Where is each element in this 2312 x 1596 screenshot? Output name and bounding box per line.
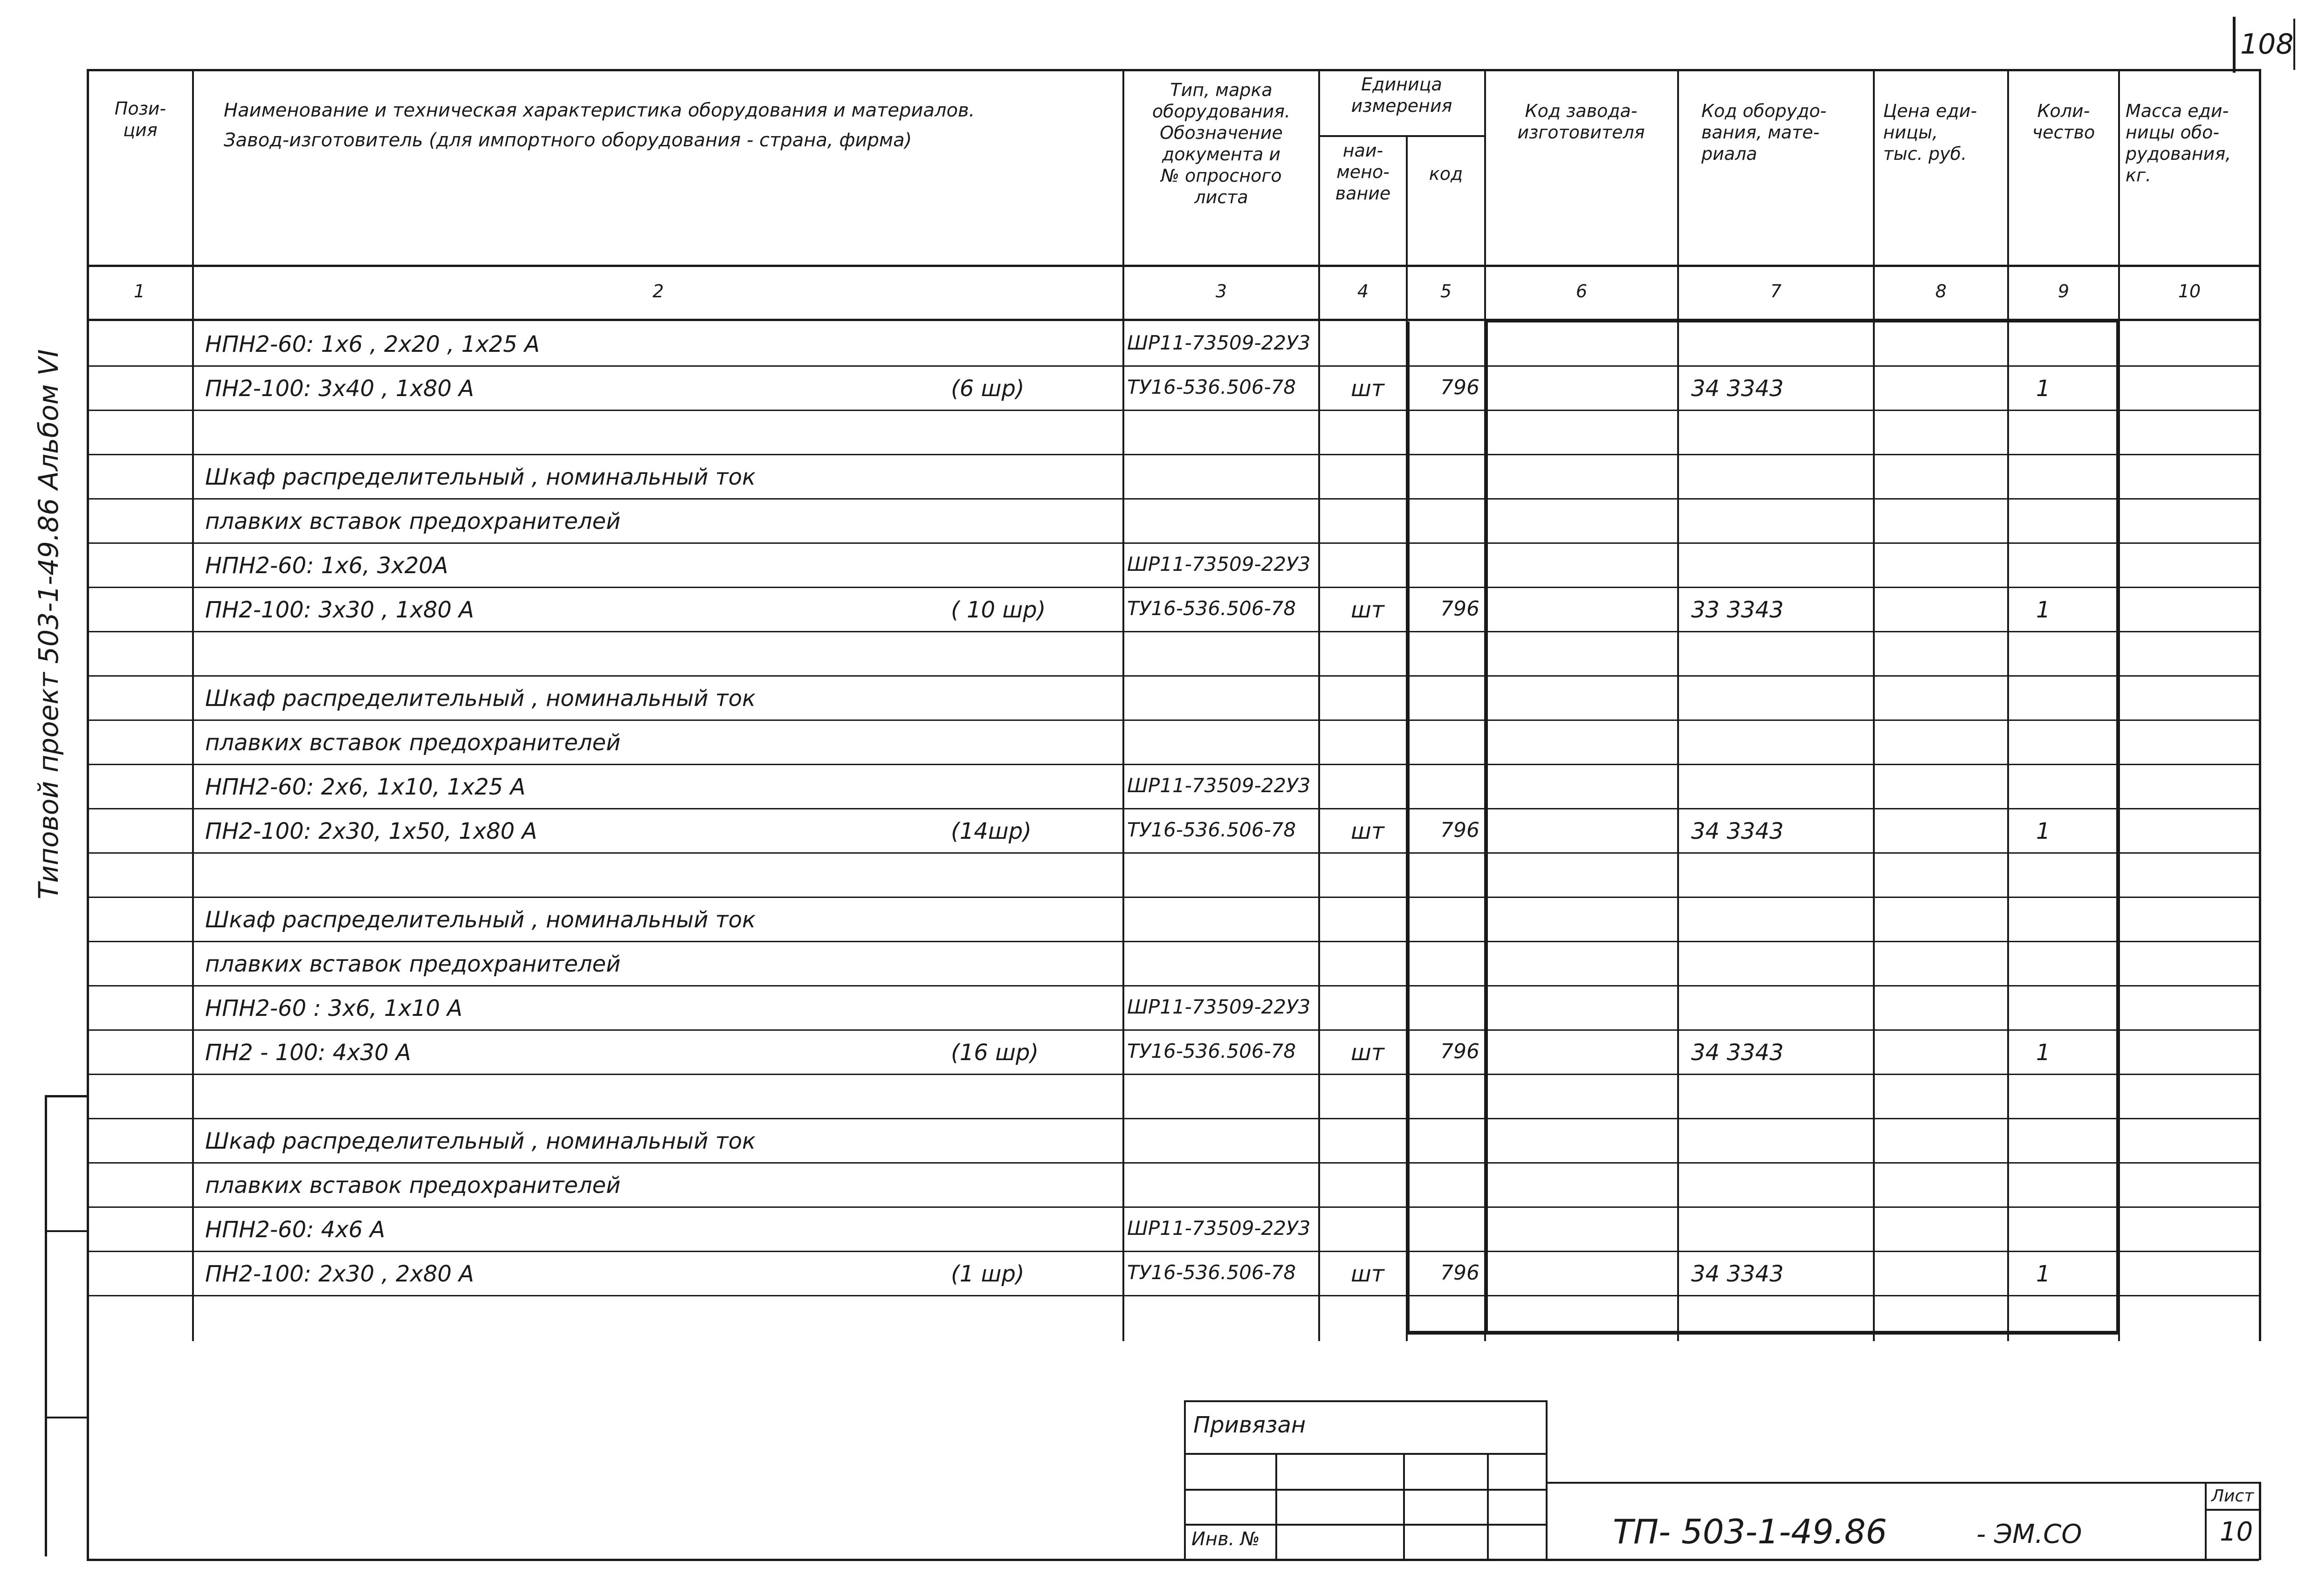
page-number: 108 [2240, 28, 2294, 61]
col-bold-9 [2116, 322, 2120, 1333]
header-col2: Наименование и техническая характеристика оборудования и материалов. Завод-изготовитель (для импортного оборудования - страна, фирма) [224, 100, 975, 151]
header-col3: Тип, марка оборудования. Обозначение документа и № опросного листа [1152, 80, 1291, 207]
row-line [87, 410, 2259, 411]
row-line [87, 1029, 2259, 1031]
colnum-bottom [87, 319, 2259, 321]
col-sep-8 [2007, 69, 2009, 1341]
row-cabinet-note: (16 шр) [951, 1040, 1039, 1066]
row-line [87, 1118, 2259, 1119]
stamp-sheet-number: 10 [2220, 1517, 2253, 1547]
header-col5: код [1429, 164, 1463, 184]
row-name: ПН2-100: 2х30 , 2х80 А [205, 1261, 475, 1287]
frame-right [2259, 69, 2261, 1341]
row-line [87, 542, 2259, 544]
row-cabinet-note: (1 шр) [951, 1261, 1025, 1287]
row-line [87, 1162, 2259, 1164]
row-type-doc: ТУ16-536.506-78 [1127, 376, 1296, 398]
row-name: ПН2 - 100: 4х30 А [205, 1040, 411, 1066]
row-line [87, 985, 2259, 986]
bold-bottom-grp [1406, 1331, 2120, 1335]
col-sep-6 [1677, 69, 1679, 1341]
tb-r3 [1184, 1524, 1548, 1526]
row-line [87, 719, 2259, 721]
header-unit-group: Единица измерения [1351, 74, 1452, 116]
row-line [87, 897, 2259, 898]
row-line [87, 1251, 2259, 1252]
colnum-4: 4 [1357, 281, 1369, 301]
row-line [87, 808, 2259, 809]
colnum-8: 8 [1935, 281, 1947, 301]
col-sep-7 [1873, 69, 1875, 1341]
tb-left [1184, 1400, 1186, 1559]
tb-sheet-left [2205, 1482, 2207, 1560]
left-strip-low [45, 1417, 87, 1418]
row-name: ПН2-100: 3х40 , 1х80 А [205, 376, 475, 402]
row-type-doc: ТУ16-536.506-78 [1127, 1040, 1296, 1062]
left-strip-inner [45, 1095, 47, 1556]
row-line [87, 1295, 2259, 1296]
row-type-doc: ШР11-73509-22У3 [1127, 995, 1311, 1018]
tb-r2 [1184, 1489, 1548, 1491]
row-name: НПН2-60: 4х6 А [205, 1217, 385, 1243]
row-line [87, 764, 2259, 765]
tb-main-top [1546, 1482, 2259, 1484]
colnum-9: 9 [2057, 281, 2070, 301]
tb-sheet-split [2205, 1509, 2259, 1511]
row-name: НПН2-60: 1х6 , 2х20 , 1х25 А [205, 331, 540, 357]
colnum-7: 7 [1770, 281, 1782, 301]
row-type-doc: ШР11-73509-22У3 [1127, 331, 1311, 354]
tb-v1 [1275, 1453, 1277, 1559]
header-col6: Код завода- изготовителя [1517, 101, 1645, 143]
row-type-doc: ШР11-73509-22У3 [1127, 774, 1311, 797]
row-name: НПН2-60: 2х6, 1х10, 1х25 А [205, 774, 526, 800]
row-unit-code: 796 [1440, 597, 1479, 621]
row-quantity: 1 [2036, 1261, 2051, 1287]
row-equipment-code: 33 3343 [1691, 597, 1784, 623]
row-name: плавких вставок предохранителей [205, 730, 621, 756]
row-type-doc: ТУ16-536.506-78 [1127, 1261, 1296, 1284]
row-line [87, 587, 2259, 588]
colnum-6: 6 [1576, 281, 1588, 301]
row-name: плавких вставок предохранителей [205, 951, 621, 977]
stamp-sheet-label: Лист [2211, 1486, 2254, 1506]
header-col1: Пози- ция [114, 98, 166, 140]
row-equipment-code: 34 3343 [1691, 376, 1784, 402]
row-name: ПН2-100: 2х30, 1х50, 1х80 А [205, 818, 537, 844]
header-bottom [87, 265, 2259, 267]
stamp-privyazan: Привязан [1193, 1412, 1306, 1438]
row-type-doc: ТУ16-536.506-78 [1127, 818, 1296, 841]
row-quantity: 1 [2036, 376, 2051, 402]
left-strip-mid [45, 1230, 87, 1232]
row-line [87, 675, 2259, 677]
frame-top [87, 69, 2259, 71]
row-quantity: 1 [2036, 818, 2051, 844]
row-line [87, 454, 2259, 455]
stamp-suffix: - ЭМ.СО [1976, 1519, 2082, 1549]
row-type-doc: ТУ16-536.506-78 [1127, 597, 1296, 620]
row-unit-code: 796 [1440, 818, 1479, 842]
unit-group-split [1318, 135, 1486, 137]
tb-v3 [1487, 1453, 1489, 1559]
row-name: ПН2-100: 3х30 , 1х80 А [205, 597, 475, 623]
row-unit-code: 796 [1440, 1261, 1479, 1285]
colnum-1: 1 [133, 281, 145, 301]
row-name: Шкаф распределительный , номинальный ток [205, 685, 756, 712]
row-unit: шт [1351, 376, 1384, 402]
row-type-doc: ШР11-73509-22У3 [1127, 553, 1311, 575]
col-sep-2 [1122, 69, 1124, 1341]
row-name: Шкаф распределительный , номинальный ток [205, 464, 756, 490]
stamp-inv: Инв. № [1191, 1528, 1260, 1550]
row-equipment-code: 34 3343 [1691, 818, 1784, 844]
row-line [87, 365, 2259, 367]
row-quantity: 1 [2036, 597, 2051, 623]
tb-v2 [1403, 1453, 1405, 1559]
page-number-box-right [2293, 19, 2295, 70]
row-cabinet-note: (14шр) [951, 818, 1032, 844]
row-name: НПН2-60: 1х6, 3х20А [205, 553, 448, 579]
tb-top [1184, 1400, 1548, 1402]
row-line [87, 498, 2259, 500]
col-sep-1 [192, 69, 194, 1341]
row-unit: шт [1351, 1261, 1384, 1287]
frame-bottom [87, 1559, 2259, 1561]
row-cabinet-note: ( 10 шр) [951, 597, 1046, 623]
row-quantity: 1 [2036, 1040, 2051, 1066]
row-line [87, 1206, 2259, 1208]
stamp-doc-code: ТП- 503-1-49.86 [1613, 1512, 1887, 1551]
tb-r1 [1184, 1453, 1548, 1455]
row-equipment-code: 34 3343 [1691, 1261, 1784, 1287]
header-col9: Коли- чество [2032, 101, 2095, 143]
col-bold-5b [1484, 322, 1488, 1333]
row-type-doc: ШР11-73509-22У3 [1127, 1217, 1311, 1240]
row-name: НПН2-60 : 3х6, 1х10 А [205, 995, 463, 1021]
header-col4: наи- мено- вание [1335, 140, 1391, 204]
row-equipment-code: 34 3343 [1691, 1040, 1784, 1066]
row-name: Шкаф распределительный , номинальный ток [205, 907, 756, 933]
row-name: плавких вставок предохранителей [205, 1172, 621, 1199]
row-unit-code: 796 [1440, 376, 1479, 399]
side-caption: Типовой проект 503-1-49.86 Альбом VI [33, 349, 64, 899]
tb-v4 [1546, 1400, 1548, 1559]
col-bold-5a [1406, 322, 1410, 1333]
left-strip-top [45, 1095, 87, 1097]
row-unit-code: 796 [1440, 1040, 1479, 1063]
row-unit: шт [1351, 818, 1384, 844]
colnum-10: 10 [2178, 281, 2201, 301]
row-line [87, 631, 2259, 632]
row-line [87, 941, 2259, 942]
row-line [87, 1074, 2259, 1075]
header-col10: Масса еди- ницы обо- рудования, кг. [2126, 101, 2231, 185]
row-line [87, 852, 2259, 854]
colnum-3: 3 [1215, 281, 1227, 301]
row-cabinet-note: (6 шр) [951, 376, 1025, 402]
header-col8: Цена еди- ницы, тыс. руб. [1883, 101, 1977, 164]
page-number-box-left [2233, 17, 2236, 73]
row-name: Шкаф распределительный , номинальный ток [205, 1128, 756, 1154]
frame-right-lower [2259, 1482, 2261, 1560]
row-unit: шт [1351, 1040, 1384, 1066]
colnum-5: 5 [1440, 281, 1452, 301]
row-name: плавких вставок предохранителей [205, 508, 621, 534]
header-col7: Код оборудо- вания, мате- риала [1701, 101, 1827, 164]
row-unit: шт [1351, 597, 1384, 623]
colnum-2: 2 [652, 281, 664, 301]
col-sep-3 [1318, 69, 1320, 1341]
